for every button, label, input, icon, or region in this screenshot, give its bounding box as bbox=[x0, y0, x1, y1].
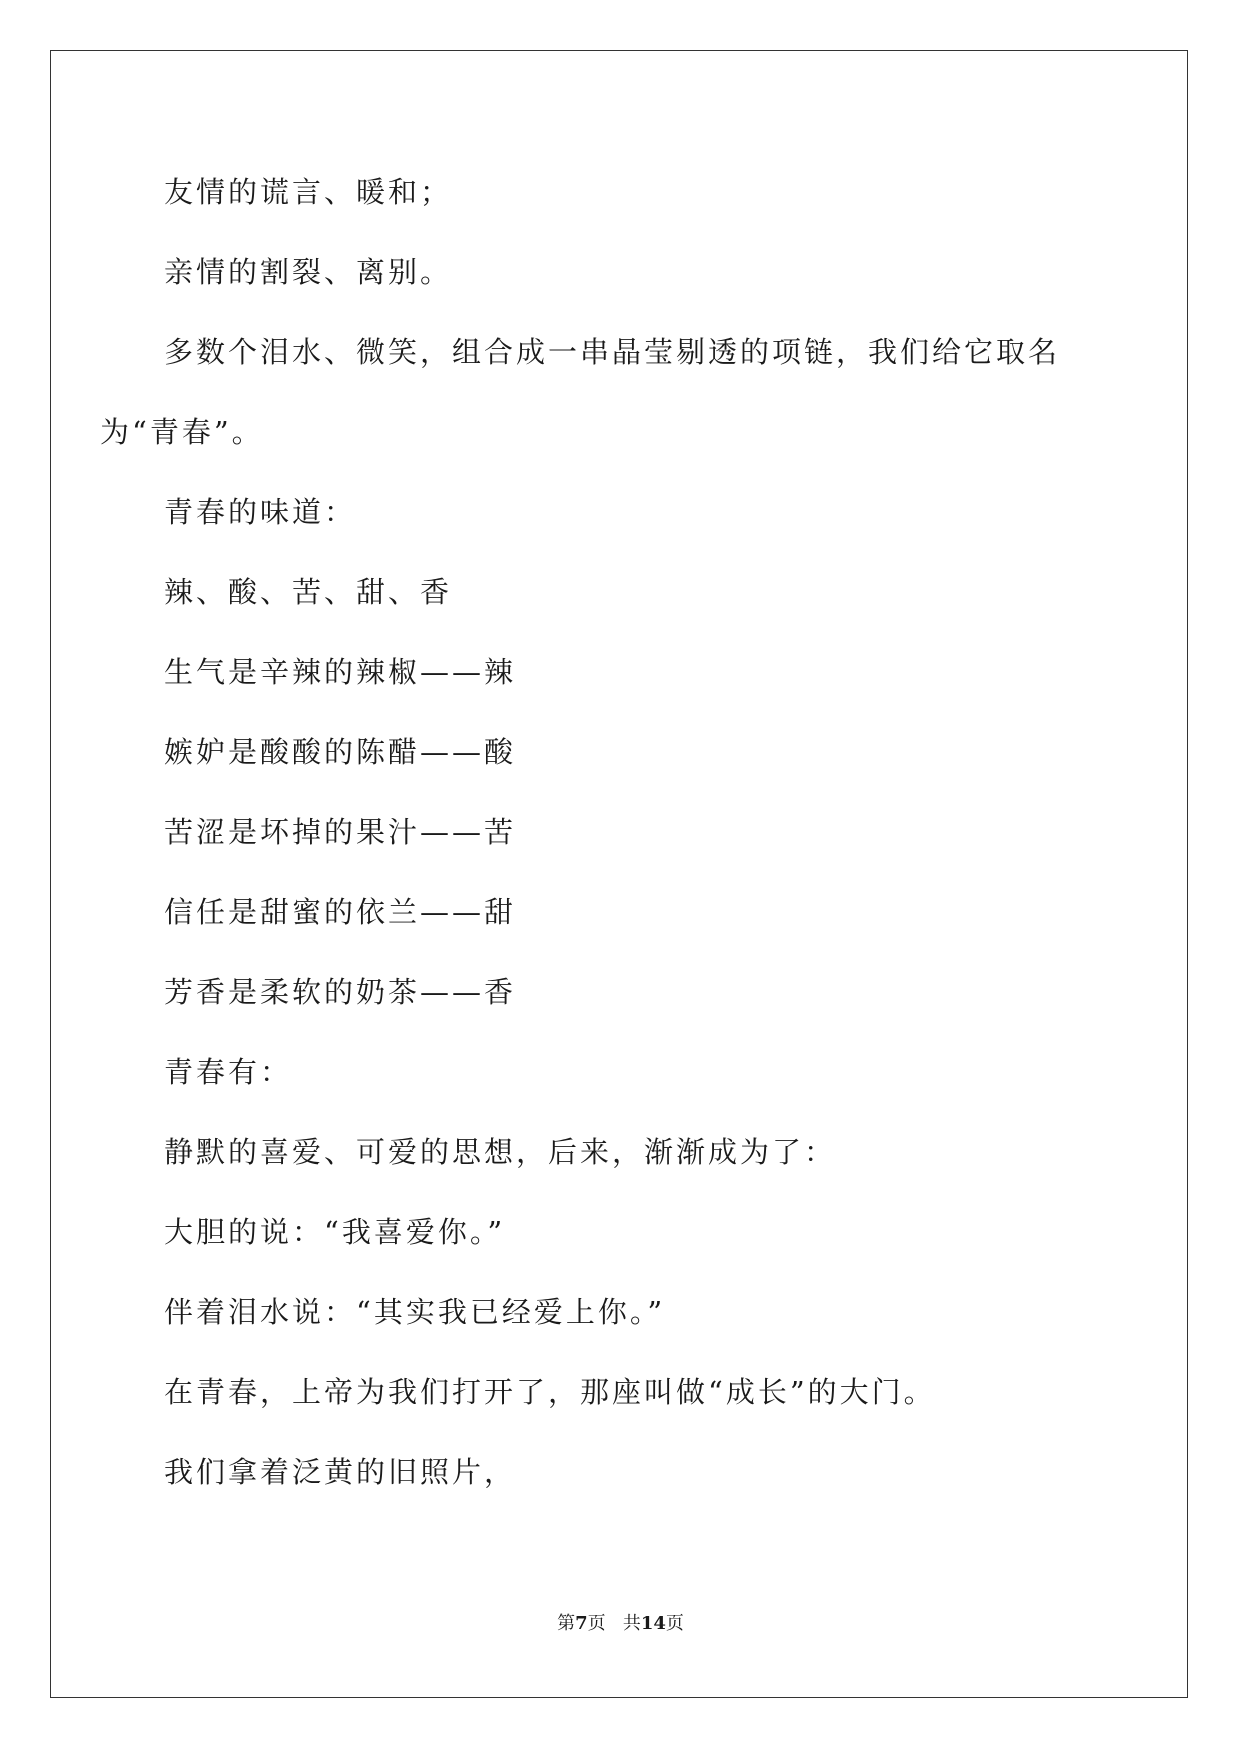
paragraph: 在青春，上帝为我们打开了，那座叫做“成长”的大门。 bbox=[164, 1375, 936, 1409]
page-border bbox=[50, 50, 1188, 1698]
paragraph: 生气是辛辣的辣椒——辣 bbox=[164, 655, 517, 689]
paragraph: 芳香是柔软的奶茶——香 bbox=[164, 975, 517, 1009]
paragraph: 静默的喜爱、可爱的思想，后来，渐渐成为了： bbox=[164, 1135, 837, 1169]
paragraph: 伴着泪水说：“其实我已经爱上你。” bbox=[164, 1295, 666, 1329]
page-word: 页 bbox=[587, 1613, 606, 1634]
paragraph: 亲情的割裂、离别。 bbox=[164, 255, 453, 289]
paragraph: 青春有： bbox=[164, 1055, 293, 1089]
paragraph: 嫉妒是酸酸的陈醋——酸 bbox=[164, 735, 517, 769]
total-pages-suffix: 页 bbox=[665, 1613, 684, 1634]
paragraph: 青春的味道： bbox=[164, 495, 357, 529]
total-pages-prefix: 共 bbox=[622, 1613, 641, 1634]
page-footer bbox=[0, 1612, 1241, 1636]
page-number-prefix: 第 bbox=[557, 1613, 576, 1634]
current-page-number: 7 bbox=[575, 1613, 588, 1634]
paragraph-continuation: 为“青春”。 bbox=[100, 415, 264, 449]
paragraph: 苦涩是坏掉的果汁——苦 bbox=[164, 815, 517, 849]
paragraph: 辣、酸、苦、甜、香 bbox=[164, 575, 453, 609]
paragraph: 友情的谎言、暖和； bbox=[164, 175, 453, 209]
paragraph: 我们拿着泛黄的旧照片， bbox=[164, 1455, 517, 1489]
paragraph: 多数个泪水、微笑，组合成一串晶莹剔透的项链，我们给它取名 bbox=[164, 335, 1061, 369]
paragraph: 大胆的说：“我喜爱你。” bbox=[164, 1215, 506, 1249]
paragraph: 信任是甜蜜的依兰——甜 bbox=[164, 895, 517, 929]
total-page-count: 14 bbox=[640, 1613, 666, 1634]
